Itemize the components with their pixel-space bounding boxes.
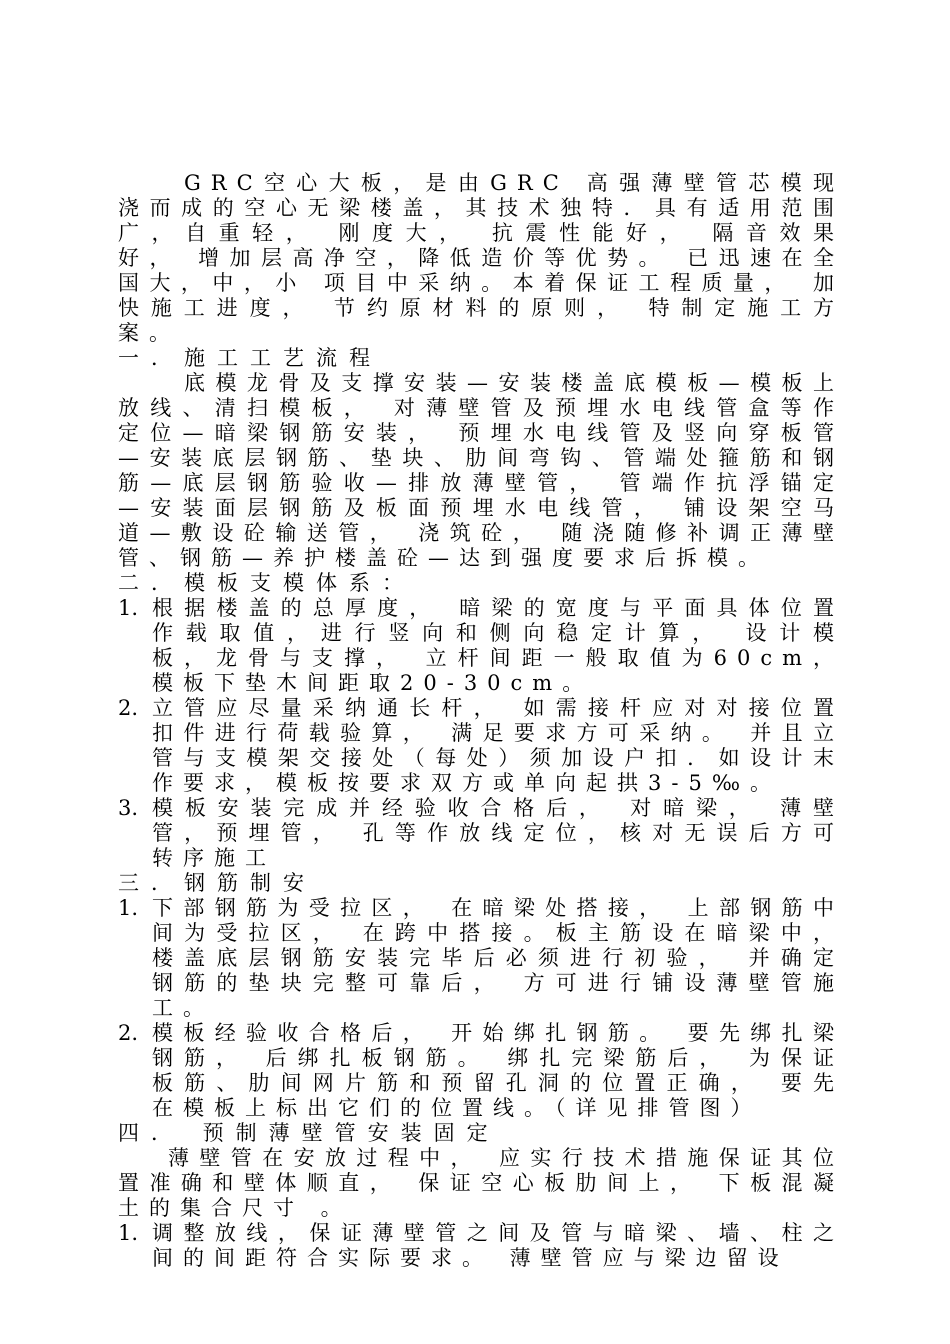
- list-item: [118, 696, 844, 796]
- section-heading-2: 二．模板支模体系：: [118, 571, 415, 595]
- list-item-number: 1.: [118, 896, 139, 920]
- list-item: [118, 796, 844, 871]
- list-item-number: 3.: [118, 796, 139, 820]
- list-item-text: 立管应尽量采纳通长杆， 如需接杆应对对接位置扣件进行荷载验算， 满足要求方可采纳。 并且立管与支模架交接处（每处）须加设户扣．如设计末作要求，模板按要求双方或单向起拱3-5‰。: [152, 696, 844, 795]
- list-item-number: 1.: [118, 596, 139, 620]
- section-4-paragraph: 薄壁管在安放过程中， 应实行技术措施保证其位置准确和壁体顺直， 保证空心板肋间上， 下板混凝土的集合尺寸 。: [118, 1146, 844, 1220]
- section-heading-3: 三．钢筋制安: [118, 871, 316, 895]
- list-item-number: 1.: [118, 1221, 139, 1245]
- list-item: [118, 896, 844, 1021]
- list-item-text: 模板经验收合格后， 开始绑扎钢筋。 要先绑扎梁钢筋， 后绑扎板钢筋。 绑扎完梁筋后， 为保证板筋、肋间网片筋和预留孔洞的位置正确， 要先在模板上标出它们的位置线。（详见排管图）: [152, 1021, 844, 1120]
- list-item: [118, 596, 844, 696]
- list-item-number: 2.: [118, 1021, 139, 1045]
- list-item-text: 调整放线，保证薄壁管之间及管与暗梁、墙、柱之间的间距符合实际要求。 薄壁管应与梁边留设: [152, 1221, 844, 1270]
- list-item-text: 根据楼盖的总厚度， 暗梁的宽度与平面具体位置作载取值，进行竖向和侧向稳定计算， 设计模板，龙骨与支撑， 立杆间距一般取值为60cm， 模板下垫木间距取20-30cm。: [152, 596, 844, 695]
- section-heading-4: 四． 预制薄壁管安装固定: [118, 1121, 500, 1145]
- list-item-text: 模板安装完成并经验收合格后， 对暗梁， 薄壁管，预埋管， 孔等作放线定位，核对无误后方可转序施工: [152, 796, 844, 870]
- list-item: [118, 1021, 844, 1121]
- section-1-paragraph: 底模龙骨及支撑安装—安装楼盖底模板—模板上放线、清扫模板， 对薄壁管及预埋水电线管盒等作定位—暗梁钢筋安装， 预埋水电线管及竖向穿板管—安装底层钢筋、垫块、肋间弯钩、管端处箍筋和钢筋—底层钢筋验收—排放薄壁管， 管端作抗浮锚定—安装面层钢筋及板面预埋水电线管， 铺设架空马道—敷设砼输送管， 浇筑砼， 随浇随修补调正薄壁管、钢筋—养护楼盖砼—达到强度要求后拆模。: [118, 371, 844, 570]
- section-heading-1: 一．施工工艺流程: [118, 346, 382, 370]
- list-item-text: 下部钢筋为受拉区， 在暗梁处搭接， 上部钢筋中间为受拉区， 在跨中搭接。板主筋设在暗梁中， 楼盖底层钢筋安装完毕后必须进行初验， 并确定钢筋的垫块完整可靠后， 方可进行铺设薄壁管施工。: [152, 896, 844, 1020]
- list-item: [118, 1221, 844, 1271]
- intro-paragraph: GRC空心大板，是由GRC 高强薄壁管芯模现浇而成的空心无梁楼盖，其技术独特．具有适用范围广，自重轻， 刚度大， 抗震性能好， 隔音效果好， 增加层高净空，降低造价等优势。 已迅速在全国大，中，小 项目中采纳。本着保证工程质量， 加快施工进度， 节约原材料的原则， 特制定施工方案。: [118, 171, 844, 345]
- document-page: [118, 171, 844, 1271]
- list-item-number: 2.: [118, 696, 139, 720]
